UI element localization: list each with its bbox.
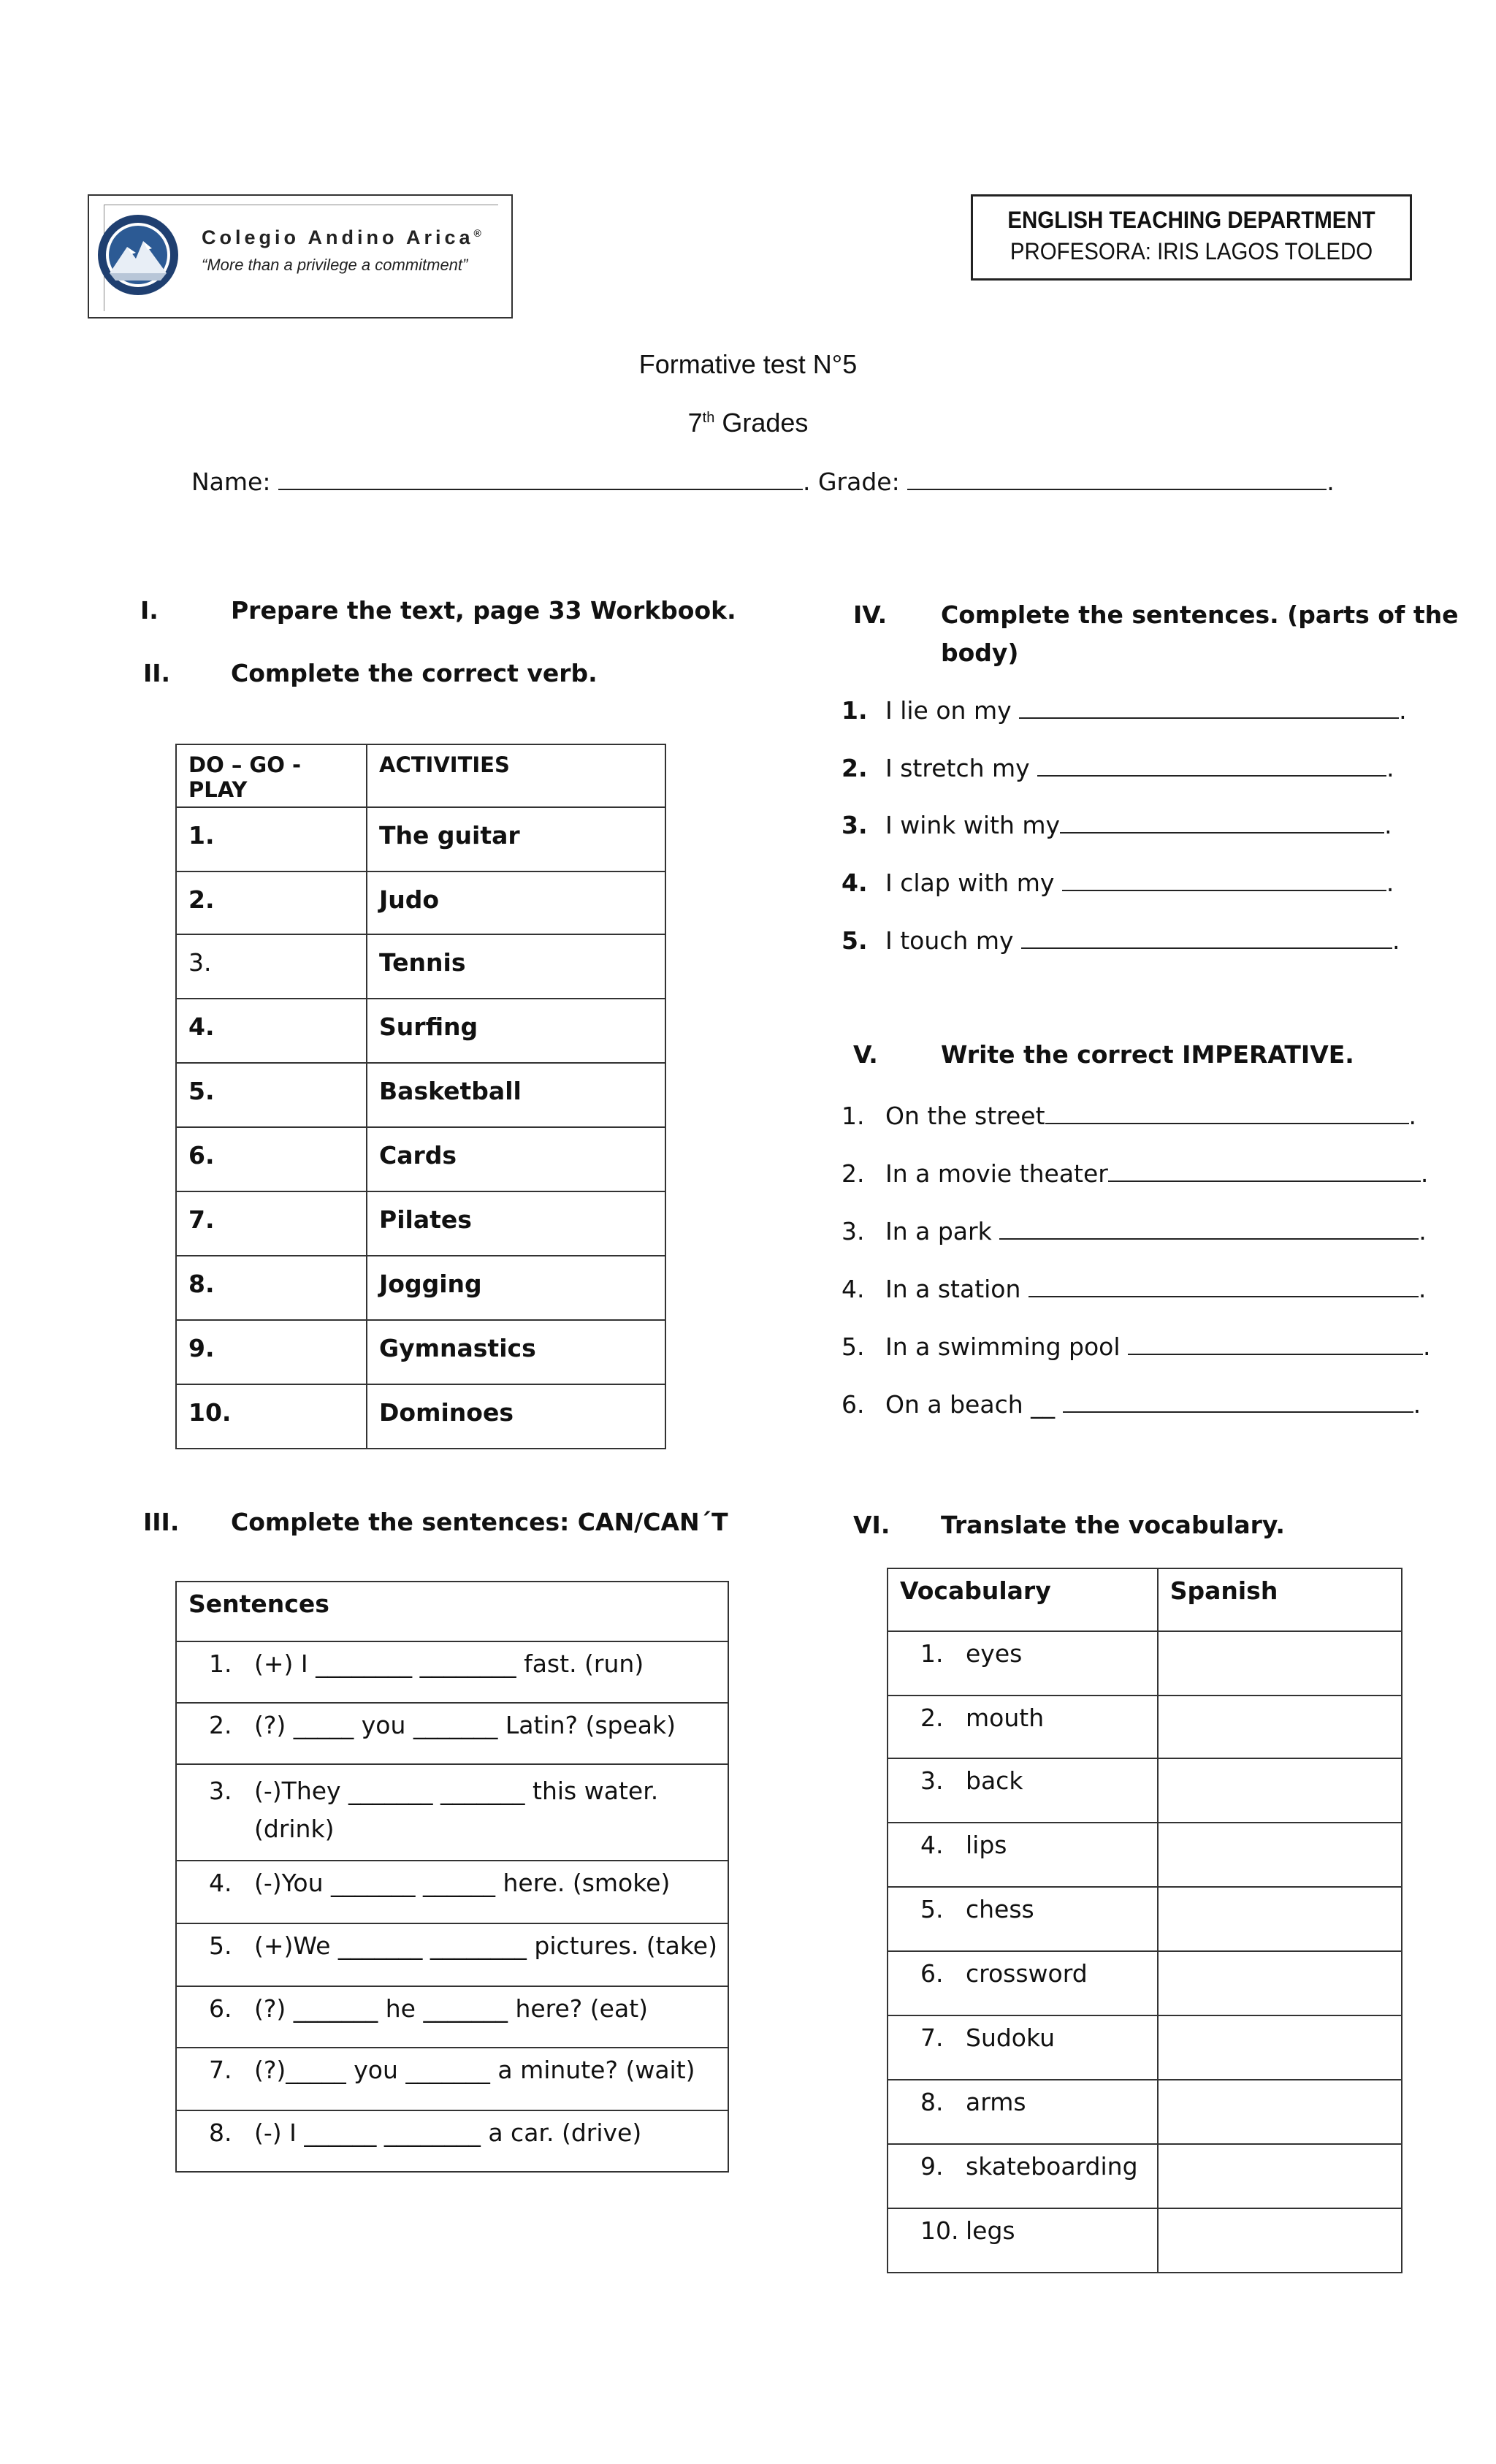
- answer-blank[interactable]: [1045, 1102, 1409, 1124]
- verb-table: [175, 744, 666, 1449]
- translation-cell[interactable]: [1158, 2080, 1402, 2144]
- vocab-word: legs: [966, 2216, 1015, 2245]
- sentence-text: (-)They _______ _______ this water.: [254, 1777, 659, 1805]
- translation-cell[interactable]: [1158, 1951, 1402, 2015]
- item-text: In a movie theater: [885, 1159, 1108, 1188]
- item-number: 6.: [842, 1390, 865, 1419]
- sentence-number: 5.: [209, 1931, 232, 1960]
- item-number: 3.: [842, 811, 868, 839]
- row-number: 10.: [188, 1398, 232, 1427]
- section-1-heading: [140, 596, 736, 625]
- item-text: I wink with my: [885, 811, 1061, 839]
- translation-cell[interactable]: [1158, 1823, 1402, 1887]
- sentence-text: (?) _______ he _______ here? (eat): [254, 1994, 649, 2023]
- item-number: 4.: [842, 869, 868, 897]
- activity-cell: [367, 999, 665, 1063]
- sentence-text: (+)We _______ ________ pictures. (take): [254, 1931, 717, 1960]
- name-blank[interactable]: [278, 468, 803, 490]
- translation-cell[interactable]: [1158, 2144, 1402, 2208]
- table-row[interactable]: [176, 1764, 728, 1861]
- item-text: I stretch my: [885, 754, 1030, 782]
- activity-text: Pilates: [379, 1205, 472, 1234]
- item-number: 2.: [842, 1159, 865, 1188]
- spanish-header-text: Spanish: [1169, 1576, 1278, 1605]
- list-item: [842, 1159, 1428, 1188]
- activity-cell: [367, 1320, 665, 1384]
- table-row: [888, 1758, 1402, 1823]
- sentence-cell: [176, 1923, 728, 1986]
- table-row: [888, 1631, 1402, 1696]
- row-number: 2.: [188, 885, 215, 914]
- vocab-number: 4.: [920, 1831, 944, 1859]
- grade-label-field: . Grade:: [802, 468, 900, 496]
- section-1-number: I.: [140, 596, 159, 625]
- section-3-number: III.: [143, 1508, 180, 1536]
- table-row[interactable]: [176, 1923, 728, 1986]
- sentence-number: 6.: [209, 1994, 232, 2023]
- item-end: .: [1418, 1275, 1427, 1303]
- answer-blank[interactable]: [1019, 697, 1399, 719]
- list-item: [842, 1102, 1416, 1130]
- item-text: On a beach __: [885, 1390, 1056, 1419]
- vocab-word: eyes: [966, 1639, 1023, 1668]
- item-number: 3.: [842, 1217, 865, 1246]
- vocab-word-cell: [888, 2015, 1158, 2080]
- vocab-word-cell: [888, 1758, 1158, 1823]
- item-number: 5.: [842, 1332, 865, 1361]
- vocab-word: back: [966, 1766, 1023, 1795]
- vocab-word: arms: [966, 2088, 1026, 2116]
- item-end: .: [1392, 926, 1400, 955]
- sentence-cell: [176, 1861, 728, 1923]
- spanish-header-cell: [1158, 1568, 1402, 1631]
- answer-blank[interactable]: [1028, 1275, 1419, 1297]
- table-row: [176, 1320, 665, 1384]
- verb-answer-cell[interactable]: [176, 871, 367, 934]
- vocab-word: lips: [966, 1831, 1007, 1859]
- activity-text: Gymnastics: [379, 1334, 536, 1362]
- sentence-text: (?) _____ you _______ Latin? (speak): [254, 1711, 676, 1739]
- vocab-number: 2.: [920, 1704, 944, 1732]
- item-number: 1.: [842, 1102, 865, 1130]
- activity-text: Surfing: [379, 1012, 478, 1041]
- item-number: 2.: [842, 754, 868, 782]
- verb-answer-cell[interactable]: [176, 1384, 367, 1449]
- vocab-number: 8.: [920, 2088, 944, 2116]
- sentence-number: 7.: [209, 2056, 232, 2084]
- grade-number: 7: [687, 408, 703, 438]
- section-6-text: Translate the vocabulary.: [941, 1511, 1285, 1539]
- grade-suffix: th: [702, 410, 715, 426]
- item-text: On the street: [885, 1102, 1045, 1130]
- list-item: [842, 926, 1400, 955]
- section-4-text-continued: body): [941, 638, 1019, 667]
- sentence-cell: [176, 2110, 728, 2172]
- section-3-heading: [143, 1508, 728, 1536]
- vocab-number: 3.: [920, 1766, 944, 1795]
- table-row[interactable]: [176, 2048, 728, 2110]
- list-item: [842, 1275, 1426, 1303]
- table-row: [176, 934, 665, 999]
- verb-header-text: DO – GO - PLAY: [188, 752, 302, 802]
- activity-cell: [367, 1384, 665, 1449]
- school-motto: “More than a privilege a commitment”: [202, 256, 468, 274]
- sentence-number: 2.: [209, 1711, 232, 1739]
- item-end: .: [1419, 1217, 1427, 1246]
- translation-cell[interactable]: [1158, 1758, 1402, 1823]
- item-end: .: [1408, 1102, 1417, 1130]
- section-4-text: Complete the sentences. (parts of the: [941, 600, 1459, 629]
- sentence-text: (-)You _______ ______ here. (smoke): [254, 1869, 671, 1897]
- vocab-word: skateboarding: [966, 2152, 1138, 2181]
- activity-text: Cards: [379, 1141, 457, 1170]
- sentence-number: 8.: [209, 2118, 232, 2147]
- verb-answer-cell[interactable]: [176, 807, 367, 871]
- vocab-word-cell: [888, 1823, 1158, 1887]
- activities-header-cell: [367, 744, 665, 807]
- vocab-number: 1.: [920, 1639, 944, 1668]
- verb-answer-cell[interactable]: [176, 1320, 367, 1384]
- section-5-text: Write the correct IMPERATIVE.: [941, 1040, 1354, 1069]
- can-table-header: [176, 1582, 728, 1641]
- vocab-word-cell: [888, 1696, 1158, 1758]
- vocab-number: 10.: [920, 2216, 959, 2245]
- activity-cell: [367, 1256, 665, 1320]
- translation-cell[interactable]: [1158, 1696, 1402, 1758]
- vocab-table-header: [888, 1568, 1402, 1631]
- activity-text: Jogging: [379, 1270, 482, 1298]
- school-emblem-icon: [95, 212, 181, 298]
- answer-blank[interactable]: [1128, 1333, 1423, 1355]
- answer-blank[interactable]: [1021, 927, 1392, 949]
- vocabulary-table: [887, 1568, 1402, 2273]
- table-row: [888, 1823, 1402, 1887]
- school-name: [202, 226, 481, 249]
- vocab-number: 5.: [920, 1895, 944, 1923]
- table-row: [176, 1063, 665, 1127]
- list-item: [842, 811, 1392, 839]
- row-number: 9.: [188, 1334, 215, 1362]
- item-end: .: [1386, 869, 1394, 897]
- can-table: [175, 1581, 729, 2173]
- vocab-word-cell: [888, 1951, 1158, 2015]
- list-item: [842, 869, 1394, 897]
- verb-answer-cell[interactable]: [176, 1191, 367, 1256]
- answer-blank[interactable]: [999, 1218, 1419, 1240]
- item-end: .: [1399, 696, 1407, 725]
- table-row: [888, 1951, 1402, 2015]
- item-end: .: [1384, 811, 1392, 839]
- verb-header-cell: [176, 744, 367, 807]
- table-row: [888, 2208, 1402, 2273]
- row-number: 8.: [188, 1270, 215, 1298]
- verb-answer-cell[interactable]: [176, 1063, 367, 1127]
- table-row[interactable]: [176, 1861, 728, 1923]
- table-row: [176, 871, 665, 934]
- activity-cell: [367, 1063, 665, 1127]
- grade-label: Grades: [714, 408, 809, 438]
- table-row: [176, 1127, 665, 1191]
- vocab-word: chess: [966, 1895, 1034, 1923]
- sentence-cell: [176, 1986, 728, 2048]
- sentence-cell: [176, 1641, 728, 1703]
- item-text: In a swimming pool: [885, 1332, 1121, 1361]
- vocab-word: Sudoku: [966, 2024, 1056, 2052]
- school-name-text: Colegio Andino Arica: [202, 226, 474, 248]
- translation-cell[interactable]: [1158, 1631, 1402, 1696]
- row-number: 3.: [188, 948, 212, 977]
- department-box: [971, 194, 1412, 281]
- vocabulary-header-text: Vocabulary: [900, 1576, 1051, 1605]
- table-row[interactable]: [176, 2110, 728, 2172]
- answer-blank[interactable]: [1062, 869, 1386, 891]
- item-text: I lie on my: [885, 696, 1012, 725]
- registered-mark: ®: [473, 227, 481, 239]
- item-text: In a station: [885, 1275, 1021, 1303]
- sentences-header-cell: [176, 1582, 728, 1641]
- translation-cell[interactable]: [1158, 2015, 1402, 2080]
- sentence-text: (-) I ______ ________ a car. (drive): [254, 2118, 642, 2147]
- item-number: 1.: [842, 696, 868, 725]
- section-6-heading: [853, 1511, 1285, 1539]
- verb-answer-cell[interactable]: [176, 999, 367, 1063]
- test-title: Formative test N°5: [638, 349, 858, 379]
- activity-cell: [367, 1127, 665, 1191]
- answer-blank[interactable]: [1037, 755, 1386, 777]
- table-row: [888, 2080, 1402, 2144]
- row-number: 1.: [188, 821, 215, 850]
- item-end: .: [1423, 1332, 1431, 1361]
- vocab-word-cell: [888, 1887, 1158, 1951]
- list-item: [842, 1217, 1427, 1246]
- table-row: [176, 1384, 665, 1449]
- activity-cell: [367, 807, 665, 871]
- vocab-word: mouth: [966, 1704, 1045, 1732]
- translation-cell[interactable]: [1158, 1887, 1402, 1951]
- sentence-number: 1.: [209, 1649, 232, 1678]
- vocab-word-cell: [888, 1631, 1158, 1696]
- table-row: [176, 807, 665, 871]
- section-3-text: Complete the sentences: CAN/CAN´T: [231, 1508, 728, 1536]
- item-end: .: [1413, 1390, 1421, 1419]
- row-number: 4.: [188, 1012, 215, 1041]
- row-number: 7.: [188, 1205, 215, 1234]
- item-number: 5.: [842, 926, 868, 955]
- list-item: [842, 754, 1394, 782]
- list-item: [842, 1332, 1431, 1361]
- activity-text: Basketball: [379, 1077, 522, 1105]
- table-row: [888, 1696, 1402, 1758]
- activity-text: The guitar: [379, 821, 520, 850]
- answer-blank[interactable]: [1108, 1160, 1421, 1182]
- sentence-text: (+) I ________ ________ fast. (run): [254, 1649, 644, 1678]
- verb-table-header: [176, 744, 665, 807]
- sentence-number: 4.: [209, 1869, 232, 1897]
- sentence-cell: [176, 1703, 728, 1764]
- verb-answer-cell[interactable]: [176, 1256, 367, 1320]
- sentence-text: (?)_____ you _______ a minute? (wait): [254, 2056, 695, 2084]
- table-row: [176, 1191, 665, 1256]
- activity-text: Dominoes: [379, 1398, 514, 1427]
- sentence-cell: [176, 1764, 728, 1861]
- table-row: [888, 2144, 1402, 2208]
- table-row[interactable]: [176, 1641, 728, 1703]
- section-4-heading: [853, 596, 1458, 672]
- vocab-word-cell: [888, 2208, 1158, 2273]
- section-2-heading: [143, 659, 598, 687]
- vocab-number: 9.: [920, 2152, 944, 2181]
- department-title: ENGLISH TEACHING DEPARTMENT: [1007, 207, 1375, 233]
- sentences-header-text: Sentences: [188, 1590, 329, 1618]
- table-row[interactable]: [176, 1986, 728, 2048]
- grade-blank[interactable]: [907, 468, 1327, 490]
- item-text: I touch my: [885, 926, 1014, 955]
- item-text: I clap with my: [885, 869, 1055, 897]
- section-5-heading: [853, 1040, 1354, 1069]
- vocab-number: 6.: [920, 1959, 944, 1988]
- section-6-number: VI.: [853, 1511, 890, 1539]
- table-row: [176, 1256, 665, 1320]
- translation-cell[interactable]: [1158, 2208, 1402, 2273]
- sentence-text-continued: (drink): [254, 1815, 335, 1843]
- vocabulary-header-cell: [888, 1568, 1158, 1631]
- activities-header-text: ACTIVITIES: [379, 752, 510, 777]
- vocab-word: crossword: [966, 1959, 1088, 1988]
- item-number: 4.: [842, 1275, 865, 1303]
- teacher-name: PROFESORA: IRIS LAGOS TOLEDO: [1010, 238, 1373, 264]
- sentence-cell: [176, 2048, 728, 2110]
- vocab-word-cell: [888, 2144, 1158, 2208]
- answer-blank[interactable]: [1060, 812, 1384, 834]
- section-5-number: V.: [853, 1040, 878, 1069]
- grade-level: [0, 408, 1496, 438]
- vocab-number: 7.: [920, 2024, 944, 2052]
- table-row[interactable]: [176, 1703, 728, 1764]
- section-2-number: II.: [143, 659, 171, 687]
- verb-answer-cell[interactable]: [176, 1127, 367, 1191]
- item-end: .: [1386, 754, 1394, 782]
- activity-text: Judo: [379, 885, 440, 914]
- item-text: In a park: [885, 1217, 992, 1246]
- table-row: [888, 1887, 1402, 1951]
- row-number: 5.: [188, 1077, 215, 1105]
- list-item: [842, 696, 1407, 725]
- list-item: [842, 1390, 1421, 1419]
- row-number: 6.: [188, 1141, 215, 1170]
- section-1-text: Prepare the text, page 33 Workbook.: [231, 596, 736, 625]
- table-row: [176, 999, 665, 1063]
- name-label: Name:: [191, 468, 271, 496]
- activity-cell: [367, 1191, 665, 1256]
- line-end-period: .: [1327, 468, 1335, 496]
- item-end: .: [1420, 1159, 1429, 1188]
- verb-answer-cell[interactable]: [176, 934, 367, 999]
- activity-cell: [367, 934, 665, 999]
- sentence-number: 3.: [209, 1777, 232, 1805]
- section-4-number: IV.: [853, 600, 888, 629]
- name-grade-line: [191, 468, 1335, 496]
- answer-blank[interactable]: [1063, 1391, 1413, 1413]
- section-2-text: Complete the correct verb.: [231, 659, 598, 687]
- table-row: [888, 2015, 1402, 2080]
- activity-text: Tennis: [379, 948, 466, 977]
- vocab-word-cell: [888, 2080, 1158, 2144]
- activity-cell: [367, 871, 665, 934]
